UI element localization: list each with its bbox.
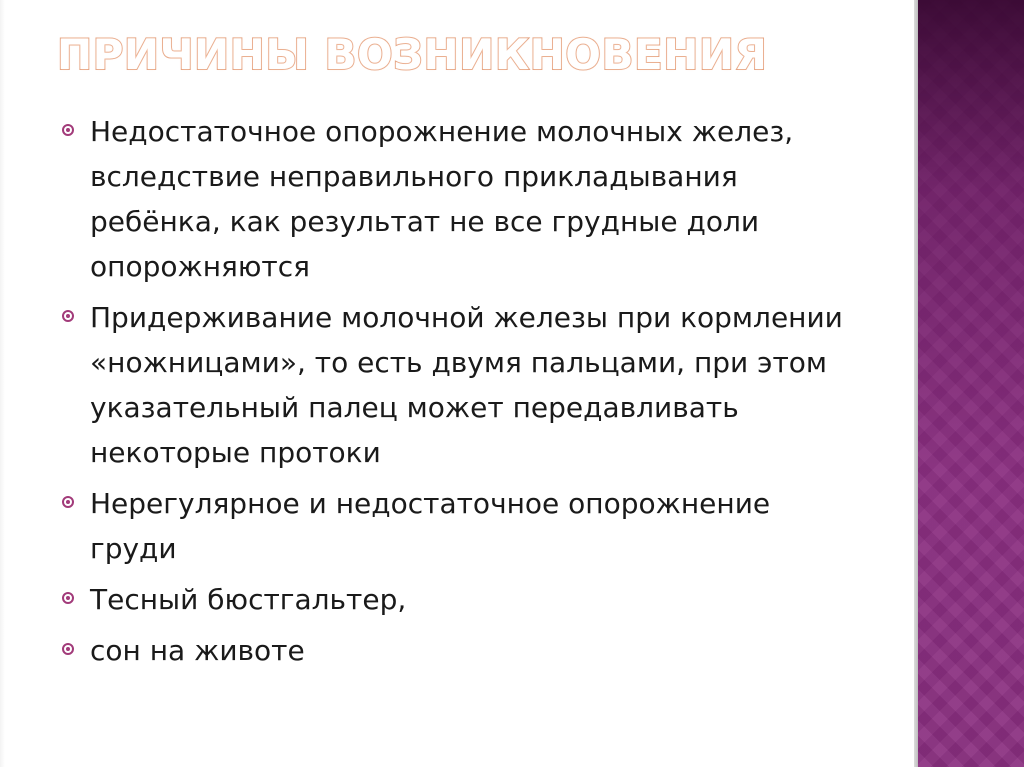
bullet-text: сон на животе bbox=[90, 634, 305, 667]
bullet-item bbox=[60, 295, 850, 475]
circle-dot-bullet-icon bbox=[62, 643, 74, 655]
slide-title: ПРИЧИНЫ ВОЗНИКНОВЕНИЯ bbox=[57, 30, 768, 79]
circle-dot-bullet-icon bbox=[62, 310, 74, 322]
bullet-list bbox=[60, 109, 850, 673]
bullet-text: Тесный бюстгальтер, bbox=[90, 583, 407, 616]
bullet-item bbox=[60, 481, 850, 571]
bullet-item bbox=[60, 628, 850, 673]
circle-dot-bullet-icon bbox=[62, 124, 74, 136]
bullet-text: Недостаточное опорожнение молочных желез, вследствие неправильного прикладывания ребёнка, как результат не все грудные доли опорожняются bbox=[90, 115, 794, 283]
bullet-text: Придерживание молочной железы при кормлении «ножницами», то есть двумя пальцами, при этом указательный палец может передавливать некоторые протоки bbox=[90, 301, 843, 469]
bullet-item bbox=[60, 109, 850, 289]
bullet-item bbox=[60, 577, 850, 622]
bullet-text: Нерегулярное и недостаточное опорожнение груди bbox=[90, 487, 771, 565]
decorative-side-band bbox=[918, 0, 1024, 767]
circle-dot-bullet-icon bbox=[62, 496, 74, 508]
circle-dot-bullet-icon bbox=[62, 592, 74, 604]
